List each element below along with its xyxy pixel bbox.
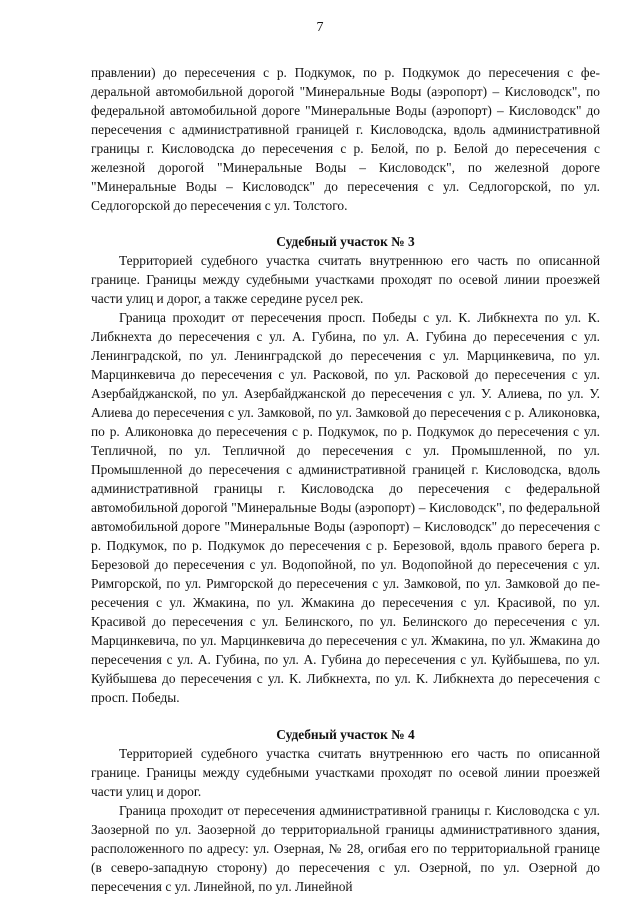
document-body bbox=[91, 63, 600, 896]
section-title-court-district-4: Судебный участок № 4 bbox=[276, 727, 415, 742]
section-4-paragraph-boundary: Граница проходит от пересечения административной границы г. Кисловодска с ул. Заозерной по ул. Заозерной до территориальной границы административного здания, расположенного по адресу: ул. Озерная, № 28, огибая его по территориальной границе (в северо-западную сторону) до пересечения с ул. Озерной, по ул. Озерной до пересечения с ул. Линейной, по ул. Линейной bbox=[91, 803, 600, 894]
section-3-paragraph-territory: Территорией судебного участка считать внутреннюю его часть по описанной границе. Границы между судебными участками проходят по осевой линии проезжей части улиц и дорог, а также середине русел рек. bbox=[91, 253, 600, 306]
section-3-paragraph-boundary: Граница проходит от пересечения просп. Победы с ул. К. Либкнехта по ул. К. Либкнехта до пересечения с ул. А. Губина, по ул. А. Губина до пересечения с ул. Ленинградской, по ул. Ленинградской до пересечения с ул. Марцинкевича, по ул. Марцинкевича до пересечения с ул. Расковой, по ул. Расковой до пересечения с ул. Азербайджанской, по ул. Азербайджанской до пересечения с ул. У. Алиева, по ул. У. Алиева до пересечения с ул. Замковой, по ул. Замковой до пересечения с р. Аликоновка, по р. Аликоновка до пересечения с р. Подкумок, по р. Подкумок до пересечения с ул. Тепличной, по ул. Тепличной до пересечения с ул. Промышленной, по ул. Промышленной до пересечения с административной границей г. Кисловодска, вдоль административной границы г. Кисловодска до пересечения с федеральной автомобильной дорогой "Минеральные Воды (аэропорт) – Кисловодск", по федеральной автомобильной дороге "Минеральные Воды (аэропорт) – Кисловодск" до пересечения с р. Подкумок, по р. Подкумок до пересечения с р. Березовой, вдоль правого берега р. Березовой до пересечения с ул. Водопойной, по ул. Водопойной до пересечения с ул. Римгорской, по ул. Римгорской до пересечения с ул. Замковой, по ул. Замковой до пересечения с ул. Жмакина, по ул. Жмакина до пересечения с ул. Красивой, по ул. Красивой до пересечения с ул. Белинского, по ул. Белинского до пересечения с ул. Марцинкевича, по ул. Марцинкевича до пересечения с ул. Жмакина, по ул. Жмакина до пересечения с ул. А. Губина, по ул. А. Губина до пересечения с ул. Куйбышева, по ул. Куйбышева до пересечения с ул. К. Либкнехта, по ул. К. Либкнехта до пересечения с просп. Победы. bbox=[91, 310, 600, 705]
section-title-court-district-3: Судебный участок № 3 bbox=[276, 234, 415, 249]
page-number: 7 bbox=[316, 20, 324, 35]
section-4-paragraph-territory: Территорией судебного участка считать внутреннюю его часть по описанной границе. Границы между судебными участками проходят по осевой линии проезжей части улиц и дорог. bbox=[91, 746, 600, 799]
intro-paragraph: правлении) до пересечения с р. Подкумок, по р. Подкумок до пересечения с федеральной автомобильной дорогой "Минеральные Воды (аэропорт) – Кисловодск", по федеральной автомобильной дороге "Минеральные Воды (аэропорт) – Кисловодск" до пересечения с административной границей г. Кисловодска, вдоль административной границы г. Кисловодска до пересечения с р. Белой, по р. Белой до пересечения с железной дорогой "Минеральные Воды – Кисловодск", по железной дороге "Минеральные Воды – Кисловодск" до пересечения с ул. Седлогорской, по ул. Седлогорской до пересечения с ул. Толстого. bbox=[91, 65, 600, 213]
